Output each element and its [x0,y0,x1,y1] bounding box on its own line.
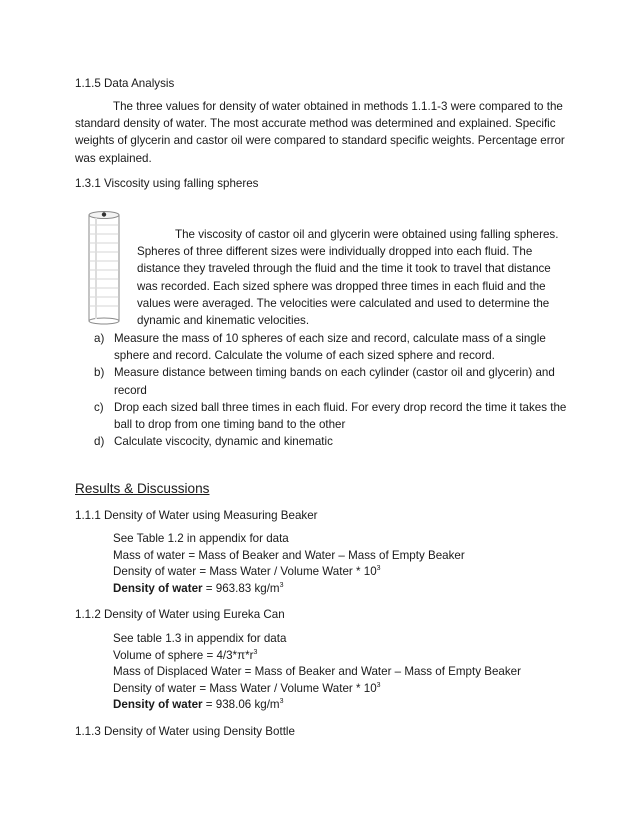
list-item-text: Measure the mass of 10 spheres of each size and record, calculate mass of a single sphere and record. Calculate the volume of each sized sphere and record. [114,332,546,363]
beaker-section-heading: 1.1.1 Density of Water using Measuring Beaker [75,509,318,522]
list-item-text: Drop each sized ball three times in each fluid. For every drop record the time it takes the ball to drop from one timing band to the other [114,400,567,432]
list-item [75,433,570,450]
results-heading: Results & Discussions [75,481,210,496]
section-heading-data-analysis: 1.1.5 Data Analysis [75,77,175,90]
procedure-steps-list [75,330,570,450]
section-heading-viscosity: 1.3.1 Viscosity using falling spheres [75,177,259,190]
eureka-volume-formula: Volume of sphere = $4/3*\pi*r^3$ [113,648,258,662]
list-marker: d) [94,435,105,449]
eureka-density-result: Density of water = 938.06 $kg/m^3$ [113,698,284,712]
eureka-see-table: See table 1.3 in appendix for data [113,632,287,645]
list-marker: a) [94,332,105,345]
cylinder-graphic [89,212,119,325]
eureka-mass-formula: Mass of Displaced Water = Mass of Beaker and Water – Mass of Empty Beaker [113,665,521,679]
beaker-calculations [113,531,465,597]
list-item [75,364,570,398]
list-marker: b) [94,366,105,380]
list-item [75,399,570,433]
beaker-see-table: See Table 1.2 in appendix for data [113,532,289,545]
list-item-text: Calculate viscocity, dynamic and kinematic [114,435,333,449]
beaker-density-formula: Density of water = Mass Water / Volume Water * $10^3$ [113,565,381,579]
viscosity-paragraph: The viscosity of castor oil and glycerin were obtained using falling spheres. Spheres of three different sizes were individually dropped into each fluid. The distance they traveled through the fluid and the time it took to travel that distance was recorded. Each sized sphere was dropped three times in each fluid and the values were averaged. The velocities were calculated and used to determine the dynamic and kinematic velocities. [137,228,559,328]
beaker-density-result: Density of water = 963.83 $kg/m^3$ [113,581,284,595]
eureka-section-heading: 1.1.2 Density of Water using Eureka Can [75,608,285,621]
data-analysis-paragraph: The three values for density of water obtained in methods 1.1.1-3 were compared to the standard density of water. The most accurate method was determined and explained. Specific weights of glycerin and castor oil were compared to standard specific weights. Percentage error was explained. [75,100,565,165]
beaker-mass-formula: Mass of water = Mass of Beaker and Water – Mass of Empty Beaker [113,548,465,562]
list-item [75,330,570,364]
eureka-density-formula: Density of water = Mass Water / Volume Water * $10^3$ [113,681,381,695]
eureka-calculations [113,631,521,714]
list-item-text: Measure distance between timing bands on each cylinder (castor oil and glycerin) and record [114,366,555,397]
bottle-section-heading: 1.1.3 Density of Water using Density Bottle [75,725,295,738]
falling-sphere-cylinder-illustration [86,210,122,325]
list-marker: c) [94,400,104,414]
